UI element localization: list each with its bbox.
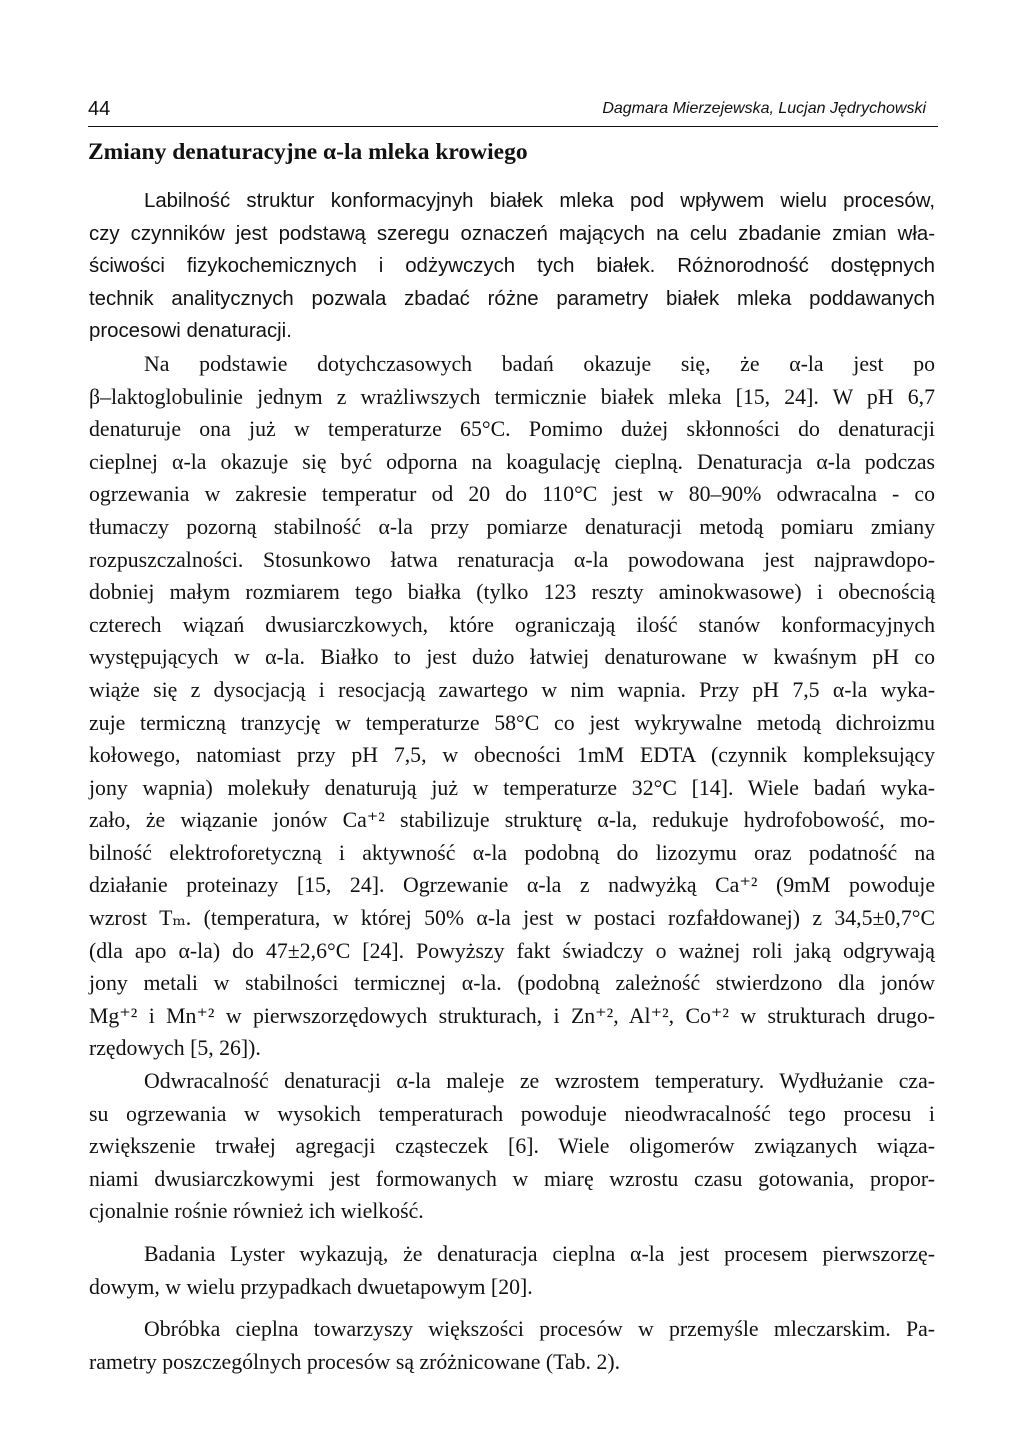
text-line: (dla apo α-la) do 47±2,6°C [24]. Powyższy fakt świadczy o ważnej roli jaką odgrywają xyxy=(89,938,935,963)
text-line: Badania Lyster wykazują, że denaturacja cieplna α-la jest procesem pierwszorzę- xyxy=(144,1242,935,1266)
text-line: ściwości fizykochemicznych i odżywczych tych białek. Różnorodność dostępnych xyxy=(89,255,935,278)
text-line: Obróbka cieplna towarzyszy większości procesów w przemyśle mleczarskim. Pa- xyxy=(144,1317,935,1342)
paragraph-2 xyxy=(89,348,935,1065)
text-line: su ogrzewania w wysokich temperaturach powoduje nieodwracalność tego procesu i xyxy=(89,1101,935,1126)
text-line: działanie proteinazy [15, 24]. Ogrzewanie α-la z nadwyżką Ca⁺² (9mM powoduje xyxy=(89,873,935,898)
text-line: zwiększenie trwałej agregacji cząsteczek [6]. Wiele oligomerów związanych wiąza- xyxy=(89,1134,935,1159)
text-line: β–laktoglobulinie jednym z wrażliwszych termicznie białek mleka [15, 24]. W pH 6,7 xyxy=(89,384,935,409)
paragraph-4 xyxy=(89,1238,935,1303)
text-line: kołowego, natomiast przy pH 7,5, w obecności 1mM EDTA (czynnik kompleksujący xyxy=(89,743,935,768)
text-line: ogrzewania w zakresie temperatur od 20 do 110°C jest w 80–90% odwracalna - co xyxy=(89,482,935,507)
text-line: Na podstawie dotychczasowych badań okazuje się, że α-la jest po xyxy=(144,351,935,376)
text-line: cjonalnie rośnie również ich wielkość. xyxy=(89,1199,424,1224)
text-line: Labilność struktur konformacyjnyh białek mleka pod wpływem wielu procesów, xyxy=(144,190,935,212)
text-line: wiąże się z dysocjacją i resocjacją zawartego w nim wapnia. Przy pH 7,5 α-la wyka- xyxy=(89,677,935,702)
running-head-authors: Dagmara Mierzejewska, Lucjan Jędrychowski xyxy=(602,100,926,117)
paragraph-gap xyxy=(89,1228,935,1238)
body-text xyxy=(89,185,935,1378)
text-line: dowym, w wielu przypadkach dwuetapowym [20]. xyxy=(89,1274,533,1299)
text-line: bilność elektroforetyczną i aktywność α-la podobną do lizozymu oraz podatność na xyxy=(89,840,935,865)
text-line: dobniej małym rozmiarem tego białka (tylko 123 reszty aminokwasowe) i obecnością xyxy=(89,580,935,605)
page-number: 44 xyxy=(88,98,111,120)
text-line: technik analitycznych pozwala zbadać różne parametry białek mleka poddawanych xyxy=(89,287,935,310)
text-line: zuje termiczną tranzycję w temperaturze 58°C co jest wykrywalne metodą dichroizmu xyxy=(89,710,935,735)
paragraph-1 xyxy=(89,185,935,348)
text-line: rametry poszczególnych procesów są zróżnicowane (Tab. 2). xyxy=(89,1349,621,1374)
page-header xyxy=(88,98,938,127)
text-line: Mg⁺² i Mn⁺² w pierwszorzędowych strukturach, i Zn⁺², Al⁺², Co⁺² w strukturach drugo- xyxy=(89,1003,935,1028)
text-line: Odwracalność denaturacji α-la maleje ze wzrostem temperatury. Wydłużanie cza- xyxy=(144,1069,935,1094)
text-line: cieplnej α-la okazuje się być odporna na koagulację cieplną. Denaturacja α-la podczas xyxy=(89,449,935,474)
paragraph-gap xyxy=(89,1303,935,1313)
section-title: Zmiany denaturacyjne α-la mleka krowiego xyxy=(88,139,528,165)
text-line: wzrost Tₘ. (temperatura, w której 50% α-la jest w postaci rozfałdowanej) z 34,5±0,7°C xyxy=(89,906,935,931)
text-line: procesowi denaturacji. xyxy=(89,320,292,343)
text-line: czy czynników jest podstawą szeregu oznaczeń mających na celu zbadanie zmian wła- xyxy=(89,222,935,245)
paragraph-5 xyxy=(89,1313,935,1378)
text-line: występujących w α-la. Białko to jest dużo łatwiej denaturowane w kwaśnym pH co xyxy=(89,645,935,670)
text-line: rozpuszczalności. Stosunkowo łatwa renaturacja α-la powodowana jest najprawdopo- xyxy=(89,547,935,572)
text-line: jony metali w stabilności termicznej α-la. (podobną zależność stwierdzono dla jonów xyxy=(89,971,935,996)
text-line: rzędowych [5, 26]). xyxy=(89,1036,261,1061)
text-line: jony wapnia) molekuły denaturują już w temperaturze 32°C [14]. Wiele badań wyka- xyxy=(89,775,935,800)
text-line: denaturuje ona już w temperaturze 65°C. Pomimo dużej skłonności do denaturacji xyxy=(89,417,935,442)
text-line: niami dwusiarczkowymi jest formowanych w miarę wzrostu czasu gotowania, propor- xyxy=(89,1166,935,1191)
text-line: czterech wiązań dwusiarczkowych, które ograniczają ilość stanów konformacyjnych xyxy=(89,612,935,637)
paragraph-3 xyxy=(89,1065,935,1228)
text-line: zało, że wiązanie jonów Ca⁺² stabilizuje strukturę α-la, redukuje hydrofobowość, mo- xyxy=(89,808,935,833)
text-line: tłumaczy pozorną stabilność α-la przy pomiarze denaturacji metodą pomiaru zmiany xyxy=(89,514,935,539)
